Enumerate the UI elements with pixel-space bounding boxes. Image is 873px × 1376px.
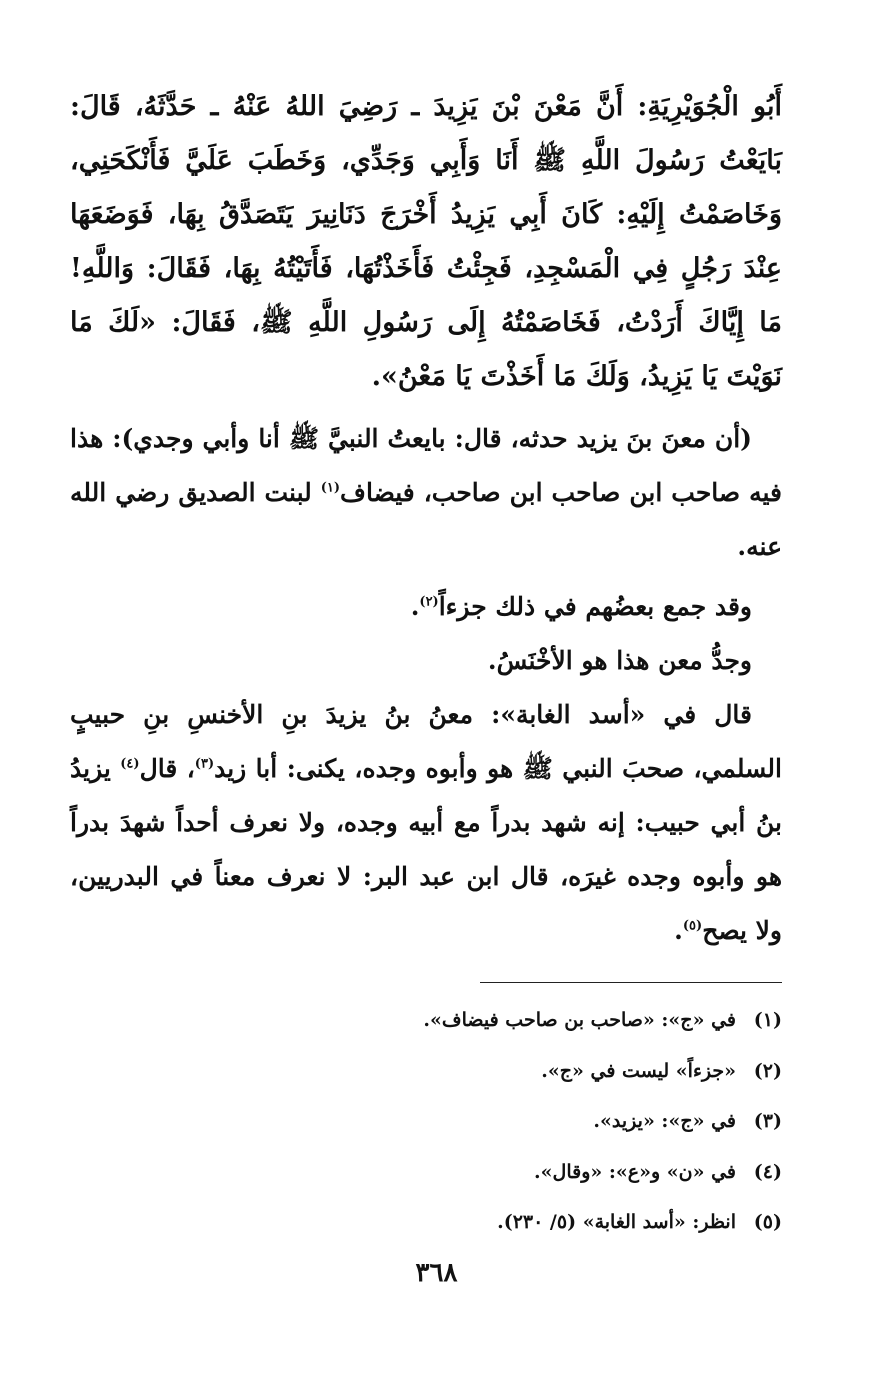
footnote-divider: [480, 982, 782, 983]
commentary-paragraph-4-d: .: [674, 916, 683, 945]
commentary-paragraph-3: وجدُّ معن هذا هو الأخْنَسُ.: [487, 646, 752, 675]
commentary-paragraph-4: [70, 688, 782, 958]
footnote-text: في «ج»: «صاحب بن صاحب فيضاف».: [423, 1009, 736, 1031]
commentary-paragraph-1-tail: لبنت الصديق رضي الله عنه.: [70, 478, 782, 561]
commentary-paragraph-2-tail: .: [410, 592, 420, 621]
footnote-text: في «ج»: «يزيد».: [593, 1110, 736, 1132]
commentary-paragraph-2: [70, 580, 782, 634]
footnote-text: انظر: «أسد الغابة» (٥/ ٢٣٠).: [497, 1211, 736, 1233]
footnote-2: [70, 1051, 782, 1102]
footnote-3: [70, 1101, 782, 1152]
footnote-4: [70, 1152, 782, 1203]
commentary-paragraph-4-a: قال في «أسد الغابة»: معنُ بنُ يزيدَ بنِ الأخنسِ بنِ حبيبٍ السلمي، صحبَ النبي ﷺ هو وأبوه وجده، يكنى: أبا زيد: [70, 700, 782, 783]
footnote-number: (٢): [753, 1059, 782, 1082]
commentary-paragraph-4-c: يزيدُ بنُ أبي حبيب: إنه شهد بدراً مع أبيه وجده، ولا نعرف أحداً شهدَ بدراً هو وأبوه وجده غيرَه، قال ابن عبد البر: لا نعرف معناً في البدريين، ولا يصح: [70, 754, 782, 945]
commentary-paragraph-4-b: ، قال: [139, 754, 195, 783]
commentary-paragraph-2-text: وقد جمع بعضُهم في ذلك جزءاً: [438, 592, 752, 621]
commentary: [70, 412, 782, 958]
footnote-ref-1: (١): [320, 480, 341, 496]
footnote-1: [70, 1000, 782, 1051]
footnote-number: (٤): [753, 1160, 782, 1183]
hadith-text: أَبُو الْجُوَيْرِيَةِ: أَنَّ مَعْنَ بْنَ يَزِيدَ ـ رَضِيَ اللهُ عَنْهُ ـ حَدَّثَهُ، قَالَ: بَايَعْتُ رَسُولَ اللَّهِ ﷺ أَنَا وَأَبِي وَجَدِّي، وَخَطَبَ عَلَيَّ فَأَنْكَحَنِي، وَخَاصَمْتُ إِلَيْهِ: كَانَ أَبِي يَزِيدُ أَخْرَجَ دَنَانِيرَ يَتَصَدَّقُ بِهَا، فَوَضَعَهَا عِنْدَ رَجُلٍ فِي الْمَسْجِدِ، فَجِئْتُ فَأَخَذْتُهَا، فَأَتَيْتُهُ بِهَا، فَقَالَ: وَاللَّهِ! مَا إِيَّاكَ أَرَدْتُ، فَخَاصَمْتُهُ إِلَى رَسُولِ اللَّهِ ﷺ، فَقَالَ: «لَكَ مَا نَوَيْتَ يَا يَزِيدُ، وَلَكَ مَا أَخَذْتَ يَا مَعْنُ».: [70, 91, 782, 392]
commentary-paragraph-1: [70, 412, 782, 574]
page-number: ٣٦٨: [415, 1258, 458, 1288]
footnote-ref-2: (٢): [419, 594, 439, 610]
footnote-number: (٣): [753, 1110, 782, 1132]
footnote-5: [70, 1202, 782, 1253]
footnotes: [70, 1000, 782, 1253]
footnote-text: في «ن» و«ع»: «وقال».: [534, 1160, 736, 1183]
footnote-text: «جزءاً» ليست في «ج».: [541, 1059, 736, 1082]
page-body: [70, 80, 782, 958]
footnote-ref-4: (٤): [120, 756, 140, 772]
footnote-ref-3: (٣): [194, 756, 215, 772]
commentary-paragraph-1-text: (أن معنَ بنَ يزيد حدثه، قال: بايعتُ النبيَّ ﷺ أنا وأبي وجدي): هذا فيه صاحب ابن صاحب ابن صاحب، فيضاف: [70, 424, 782, 507]
footnote-ref-5: (٥): [682, 918, 703, 934]
footnote-number: (٥): [753, 1211, 782, 1233]
footnote-number: (١): [753, 1009, 782, 1031]
